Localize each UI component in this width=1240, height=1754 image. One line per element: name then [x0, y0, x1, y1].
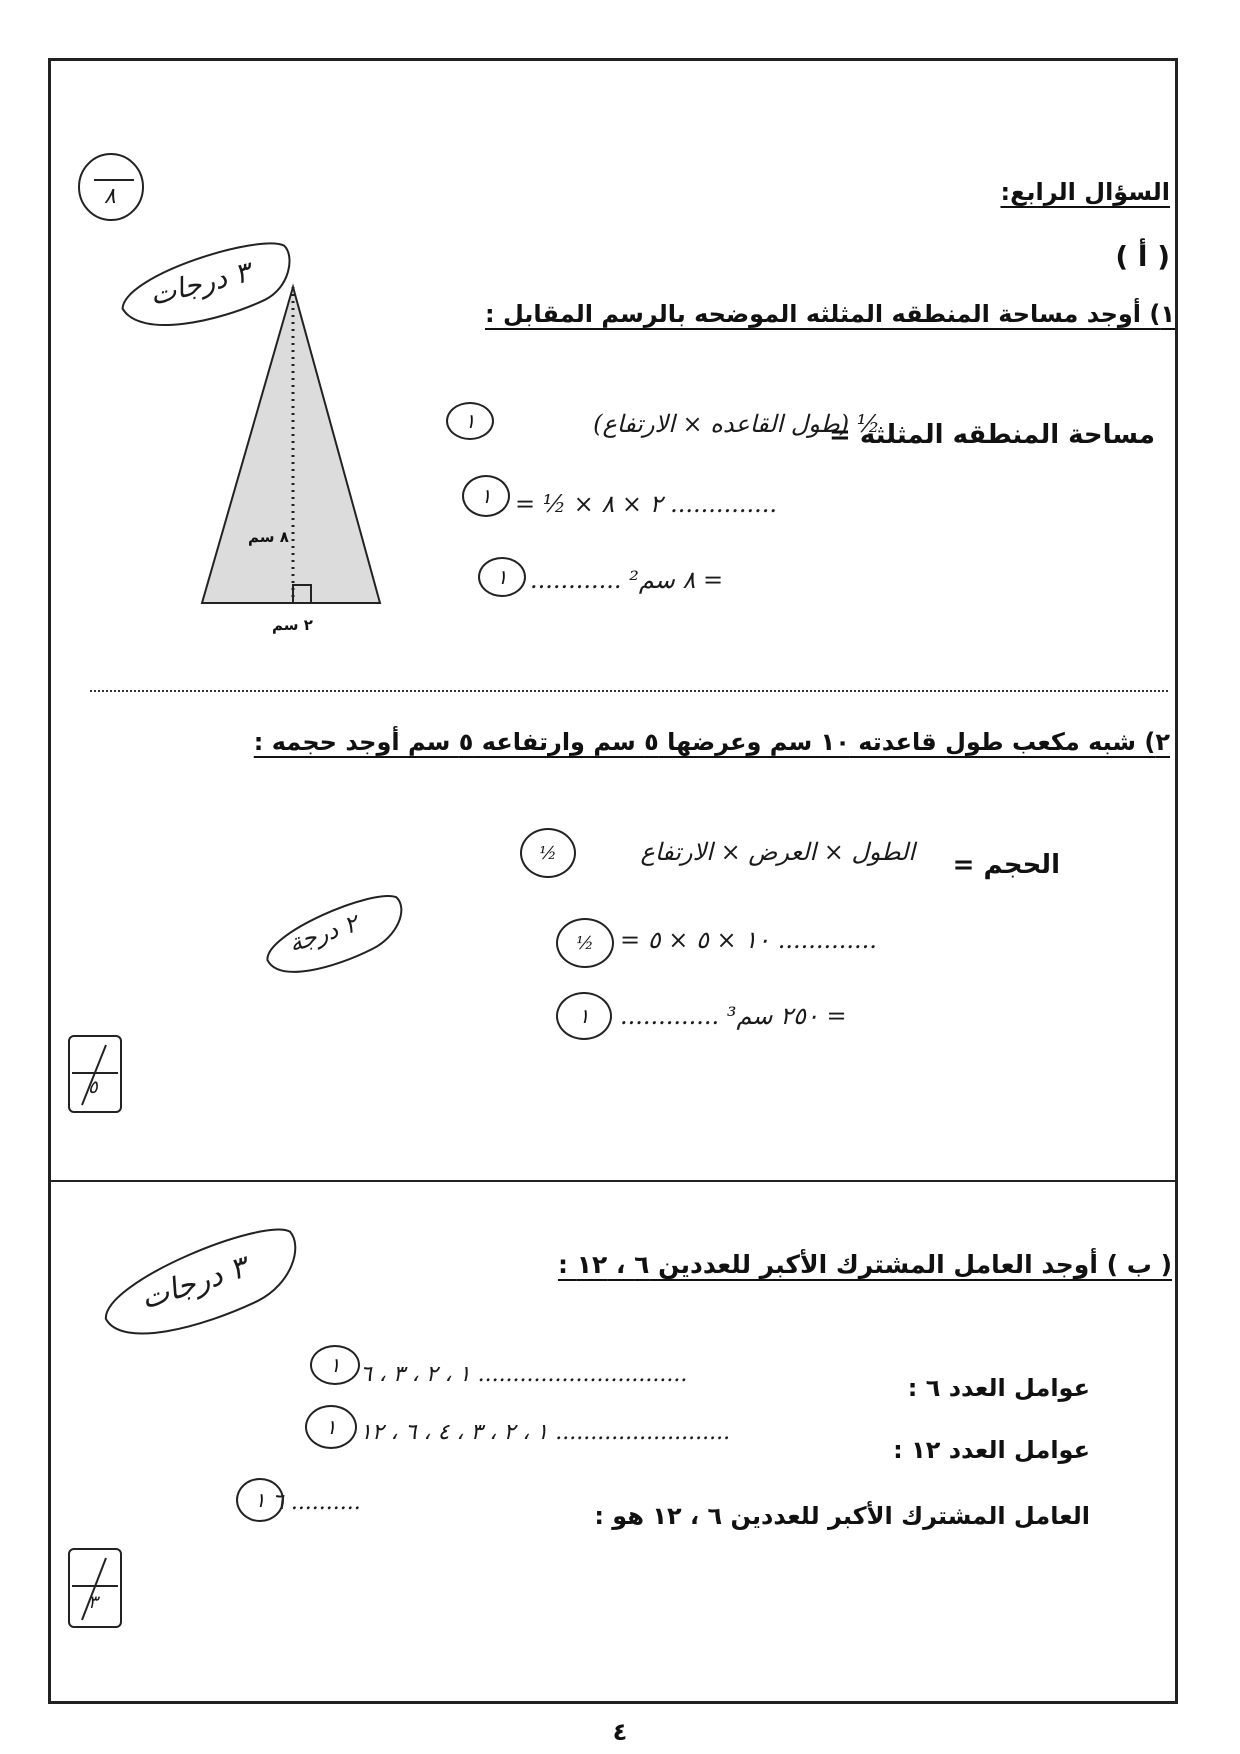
factors-12-label: عوامل العدد ١٢ : — [893, 1436, 1090, 1464]
q1-area-substitution: = ½ × ٢ × ٨ .............. — [515, 490, 777, 518]
factors-6-answer: ١ ، ٢ ، ٣ ، ٦ .............................. — [360, 1362, 688, 1387]
score-circle-value: ٨ — [104, 184, 116, 209]
grade-stamp-text: ٢ درجة — [285, 909, 362, 958]
q2-prompt: ٢) شبه مكعب طول قاعدته ١٠ سم وعرضها ٥ سم وارتفاعه ٥ سم أوجد حجمه : — [253, 728, 1170, 756]
question-heading: السؤال الرابع: — [1000, 178, 1170, 206]
mark-circle: ١ — [556, 992, 612, 1040]
score-box-value: ٥ — [88, 1077, 98, 1098]
part-divider — [48, 1180, 1178, 1182]
mark-circle: ١ — [305, 1405, 357, 1449]
mark-circle: ١ — [478, 557, 526, 597]
section-divider — [90, 690, 1168, 692]
q1-area-result: = ٨ سم² ............ — [530, 566, 724, 594]
score-circle — [76, 152, 146, 222]
q1-prompt: ١) أوجد مساحة المنطقه المثلثه الموضحه بالرسم المقابل : — [485, 300, 1175, 328]
factors-12-answer: ١ ، ٢ ، ٣ ، ٤ ، ٦ ، ١٢ ......................... — [360, 1420, 731, 1445]
triangle-height-label: ٨ سم — [248, 528, 289, 546]
q1-area-label: مساحة المنطقه المثلثه = — [828, 420, 1155, 450]
q2-volume-formula: الطول × العرض × الارتفاع — [640, 838, 915, 866]
gcf-label: العامل المشترك الأكبر للعددين ٦ ، ١٢ هو : — [594, 1502, 1090, 1530]
q2-volume-label: الحجم = — [952, 850, 1060, 880]
triangle-figure — [190, 275, 410, 635]
mark-circle: ١ — [310, 1345, 360, 1385]
score-box — [68, 1548, 122, 1628]
score-box-value: ٣ — [88, 1592, 98, 1613]
grade-stamp-text: ٣ درجات — [146, 255, 254, 312]
q1-area-formula: ½ (طول القاعده × الارتفاع) — [593, 410, 880, 438]
mark-circle: ½ — [520, 828, 576, 878]
score-box — [68, 1035, 122, 1113]
mark-circle: ١ — [446, 402, 494, 440]
part-b-prompt: ( ب ) أوجد العامل المشترك الأكبر للعددين ٦ ، ١٢ : — [558, 1250, 1172, 1279]
mark-circle: ½ — [556, 918, 614, 968]
grade-stamp-text: ٣ درجات — [136, 1249, 252, 1317]
gcf-answer: ٦ .......... — [272, 1490, 361, 1515]
factors-6-label: عوامل العدد ٦ : — [907, 1374, 1090, 1402]
q2-volume-result: = ٢٥٠ سم³ ............. — [620, 1002, 847, 1030]
page-number: ٤ — [612, 1718, 628, 1746]
triangle-base-label: ٢ سم — [272, 616, 313, 634]
mark-circle: ١ — [462, 475, 510, 517]
q2-volume-substitution: = ١٠ × ٥ × ٥ ............. — [620, 926, 877, 954]
part-a-label: ( أ ) — [1115, 240, 1170, 273]
mark-circle: ١ — [236, 1478, 284, 1522]
